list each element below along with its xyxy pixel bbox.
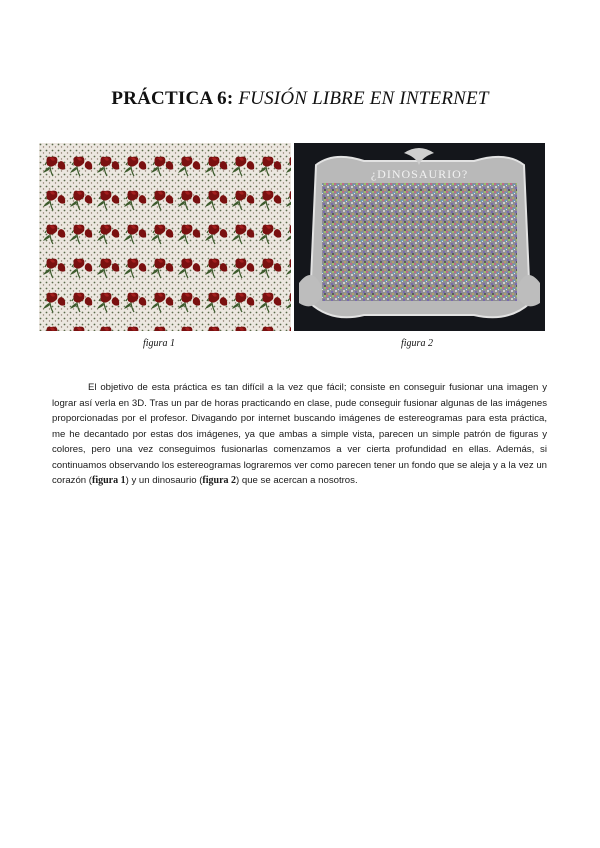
banner-text: ¿DINOSAURIO? bbox=[370, 167, 469, 181]
body-text-2: ) y un dinosaurio ( bbox=[125, 475, 203, 486]
body-text-1: El objetivo de esta práctica es tan difícil a la vez que fácil; consiste en conseguir fusionar una imagen y lograr así verla en 3D. Tras un par de horas practicando en clase, pude conseguir fusionar algunas de las imágenes proporcionadas por el profesor. Divagando por internet buscando imágenes de estereogramas para esta práctica, me he decantado por estas dos imágenes, ya que ambas a simple vista, parecen un simple patrón de figuras y colores, pero una vez conseguimos fusionarlas comenzamos a ver cierta profundidad en ellas. Además, si continuamos observando los estereogramas lograremos ver como parecen tener un fondo que se aleja y a la vez un corazón ( bbox=[52, 382, 547, 486]
rose-pattern-icon bbox=[39, 143, 291, 331]
title-prefix: PRÁCTICA 6: bbox=[111, 88, 234, 109]
figure-2-caption: figura 2 bbox=[401, 338, 433, 349]
figure-1-caption: figura 1 bbox=[143, 338, 175, 349]
figure-2-dinosaur-stereogram bbox=[294, 143, 545, 331]
figure-2-reference: figura 2 bbox=[202, 475, 237, 486]
figure-1-rose-stereogram bbox=[39, 143, 291, 331]
body-text-3: ) que se acercan a nosotros. bbox=[236, 475, 358, 486]
page-title bbox=[0, 88, 600, 110]
body-paragraph bbox=[52, 380, 547, 489]
title-subtitle: FUSIÓN LIBRE EN INTERNET bbox=[238, 88, 489, 109]
figure-1-reference: figura 1 bbox=[92, 475, 126, 486]
